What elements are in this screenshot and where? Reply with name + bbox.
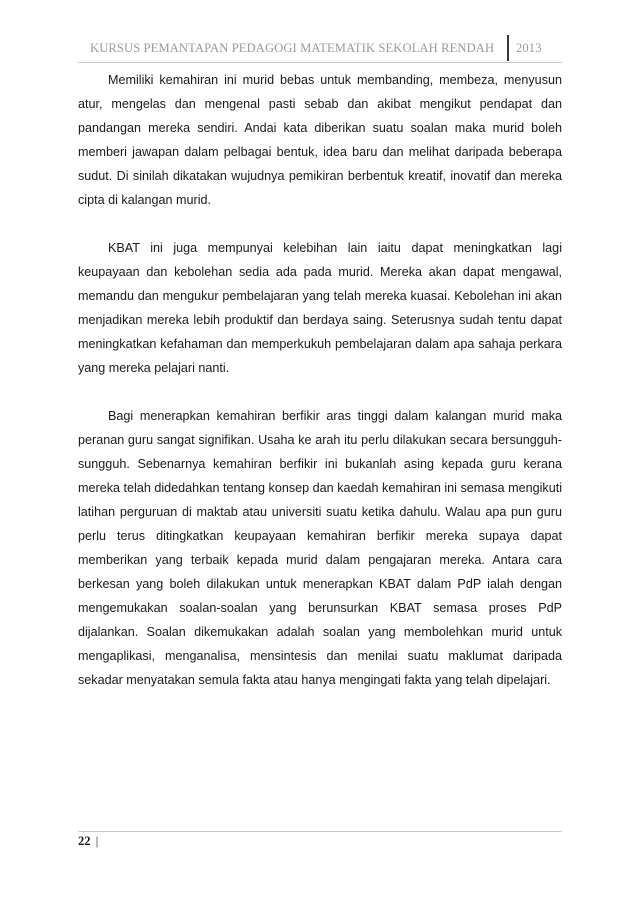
page-number-separator: | <box>95 834 99 848</box>
header-rule <box>78 62 562 63</box>
header-year: 2013 <box>516 41 542 55</box>
page-footer <box>78 834 98 849</box>
paragraph-1: Memiliki kemahiran ini murid bebas untuk membanding, membeza, menyusun atur, mengelas dan mengenal pasti sebab dan akibat mengikut pendapat dan pandangan mereka sendiri. Andai kata diberikan suatu soalan maka murid boleh memberi jawapan dalam pelbagai bentuk, idea baru dan melihat daripada beberapa sudut. Di sinilah dikatakan wujudnya pemikiran berbentuk kreatif, inovatif dan mereka cipta di kalangan murid. <box>78 73 562 207</box>
header-title: KURSUS PEMANTAPAN PEDAGOGI MATEMATIK SEKOLAH RENDAH <box>90 41 495 55</box>
paragraph-2: KBAT ini juga mempunyai kelebihan lain iaitu dapat meningkatkan lagi keupayaan dan kebolehan sedia ada pada murid. Mereka akan dapat mengawal, memandu dan mengukur pembelajaran yang telah mereka kuasai. Kebolehan ini akan menjadikan mereka lebih produktif dan berdaya saing. Seterusnya sudah tentu dapat meningkatkan kefahaman dan memperkukuh pembelajaran dalam apa sahaja perkara yang mereka pelajari nanti. <box>78 241 562 375</box>
header-separator <box>507 35 509 61</box>
footer-rule <box>78 831 562 832</box>
page-header <box>78 35 562 65</box>
paragraph-3: Bagi menerapkan kemahiran berfikir aras tinggi dalam kalangan murid maka peranan guru sangat signifikan. Usaha ke arah itu perlu dilakukan secara bersungguh-sungguh. Sebenarnya kemahiran berfikir ini bukanlah asing kepada guru kerana mereka telah didedahkan tentang konsep dan kaedah kemahiran ini semasa mengikuti latihan perguruan di maktab atau universiti suatu ketika dahulu. Walau apa pun guru perlu terus ditingkatkan keupayaan kemahiran berfikir mereka supaya dapat memberikan yang terbaik kepada murid dalam pengajaran mereka. Antara cara berkesan yang boleh dilakukan untuk menerapkan KBAT dalam PdP ialah dengan mengemukakan soalan-soalan yang berunsurkan KBAT semasa proses PdP dijalankan. Soalan dikemukakan adalah soalan yang membolehkan murid untuk mengaplikasi, menganalisa, mensintesis dan menilai suatu maklumat daripada sekadar menyatakan semula fakta atau hanya mengingati fakta yang telah dipelajari. <box>78 409 562 687</box>
page-number: 22 <box>78 834 91 848</box>
body-text <box>78 68 562 692</box>
